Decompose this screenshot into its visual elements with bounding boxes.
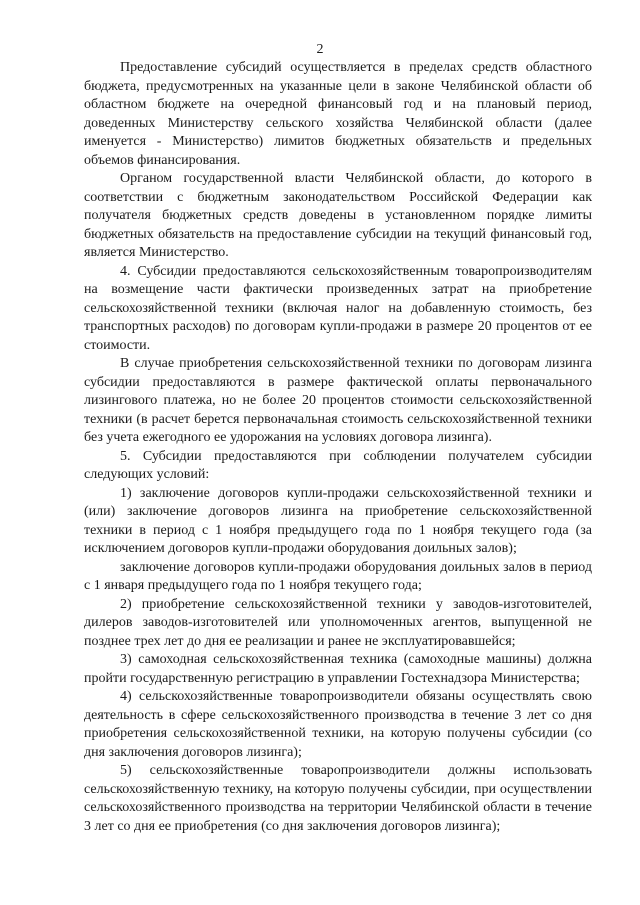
paragraph-budget-limits: Предоставление субсидий осуществляется в пределах средств областного бюджета, предусмотренных на указанные цели в законе Челябинской области об областном бюджете на очередной финансовый год и на плановый период, доведенных Министерству сельского хозяйства Челябинской области (далее именуется - Министерство) лимитов бюджетных обязательств и предельных объемов финансирования. — [84, 60, 592, 168]
page-number: 2 — [316, 42, 324, 57]
paragraph-leasing: В случае приобретения сельскохозяйственной техники по договорам лизинга субсидии предоставляются в размере фактической оплаты первоначального лизингового платежа, но не более 20 процентов стоимости сельскохозяйственной техники (в расчет берется первоначальная стоимость сельскохозяйственной техники без учета ежегодного ее удорожания на условиях договора лизинга). — [84, 356, 592, 445]
paragraph-condition-1: 1) заключение договоров купли-продажи сельскохозяйственной техники и (или) заключение договоров лизинга на приобретение сельскохозяйственной техники в период с 1 ноября предыдущего года по 1 ноября текущего года (за исключением договоров купли-продажи оборудования доильных залов); — [84, 485, 592, 556]
paragraph-condition-2: 2) приобретение сельскохозяйственной техники у заводов-изготовителей, дилеров заводов-изготовителей или уполномоченных агентов, выпущенной не позднее трех лет до дня ее реализации и ранее не эксплуатировавшейся; — [84, 596, 592, 649]
document-body — [84, 59, 592, 836]
paragraph-ministry-role: Органом государственной власти Челябинской области, до которого в соответствии с бюджетным законодательством Российской Федерации как получателя бюджетных средств доведены в установленном порядке лимиты бюджетных обязательств на предоставление субсидии на текущий финансовый год, является Министерство. — [84, 171, 592, 260]
paragraph-clause-4: 4. Субсидии предоставляются сельскохозяйственным товаропроизводителям на возмещение части фактически произведенных затрат на приобретение сельскохозяйственной техники (включая налог на добавленную стоимость, без транспортных расходов) по договорам купли-продажи в размере 20 процентов от ее стоимости. — [84, 263, 592, 353]
paragraph-condition-3: 3) самоходная сельскохозяйственная техника (самоходные машины) должна пройти государственную регистрацию в управлении Гостехнадзора Министерства; — [84, 652, 592, 686]
paragraph-clause-5: 5. Субсидии предоставляются при соблюдении получателем субсидии следующих условий: — [84, 448, 592, 482]
paragraph-condition-5: 5) сельскохозяйственные товаропроизводители должны использовать сельскохозяйственную технику, на которую получены субсидии, при осуществлении сельскохозяйственного производства на территории Челябинской области в течение 3 лет со дня ее приобретения (со дня заключения договоров лизинга); — [84, 763, 592, 834]
paragraph-condition-1-milking: заключение договоров купли-продажи оборудования доильных залов в период с 1 января предыдущего года по 1 ноября текущего года; — [84, 559, 592, 593]
paragraph-condition-4: 4) сельскохозяйственные товаропроизводители обязаны осуществлять свою деятельность в сфере сельскохозяйственного производства в течение 3 лет со дня приобретения сельскохозяйственной техники, на которую получены субсидии (со дня заключения договоров лизинга); — [84, 689, 592, 760]
